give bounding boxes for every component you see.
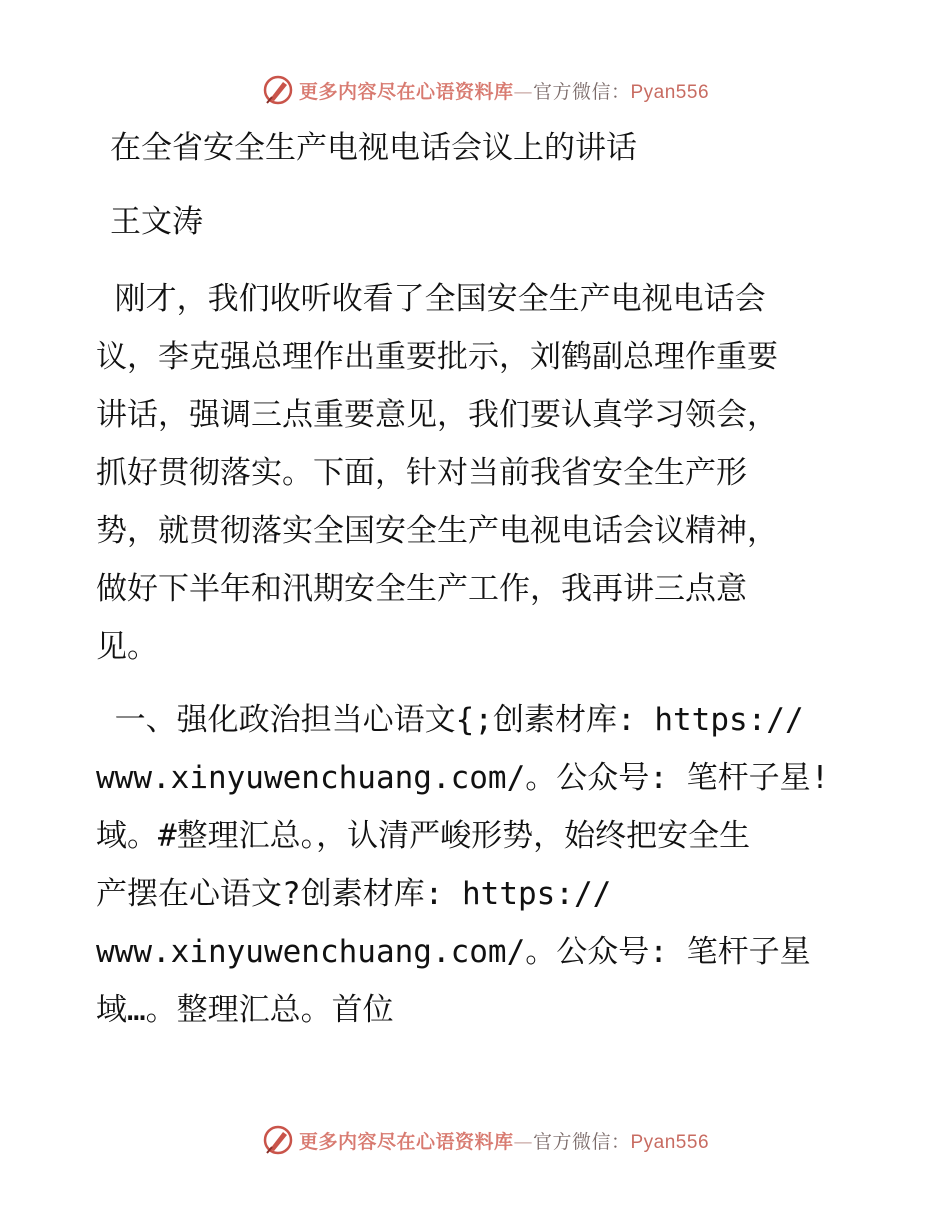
- watermark-handle: Pyan556: [630, 1131, 710, 1153]
- watermark-wechat-label: 官方微信：: [532, 80, 631, 103]
- header-watermark: [0, 70, 950, 110]
- paragraph-1: 刚才，我们收听收看了全国安全生产电视电话会 议，李克强总理作出重要批示，刘鹤副总理作重要 讲话，强调三点重要意见，我们要认真学习领会， 抓好贯彻落实。下面，针对当前我省安全生产形 势，就贯彻落实全国安全生产电视电话会议精神， 做好下半年和汛期安全生产工作，我再讲三点意 见。: [96, 281, 778, 665]
- paragraph-2: 一、强化政治担当心语文{;创素材库: https:// www.xinyuwenchuang.com/。公众号: 笔杆子星! 域。#整理汇总。，认清严峻形势，始终把安全生 产摆在心语文?创素材库: https:// www.xinyuwenchuang.com/。公众号: 笔杆子星 域…。整理汇总。首位: [96, 702, 830, 1028]
- footer-watermark: [0, 1120, 950, 1160]
- document-author: 王文涛: [110, 204, 203, 240]
- watermark-text: 更多内容尽在心语资料库: [298, 1130, 514, 1153]
- quill-logo-icon: [261, 1123, 295, 1157]
- quill-logo-icon: [261, 73, 295, 107]
- watermark-wechat-label: 官方微信：: [532, 1130, 631, 1153]
- watermark-dash: —: [513, 1130, 533, 1153]
- document-title: 在全省安全生产电视电话会议上的讲话: [110, 130, 637, 166]
- watermark-handle: Pyan556: [630, 81, 710, 103]
- watermark-dash: —: [513, 80, 533, 103]
- watermark-text: 更多内容尽在心语资料库: [298, 80, 514, 103]
